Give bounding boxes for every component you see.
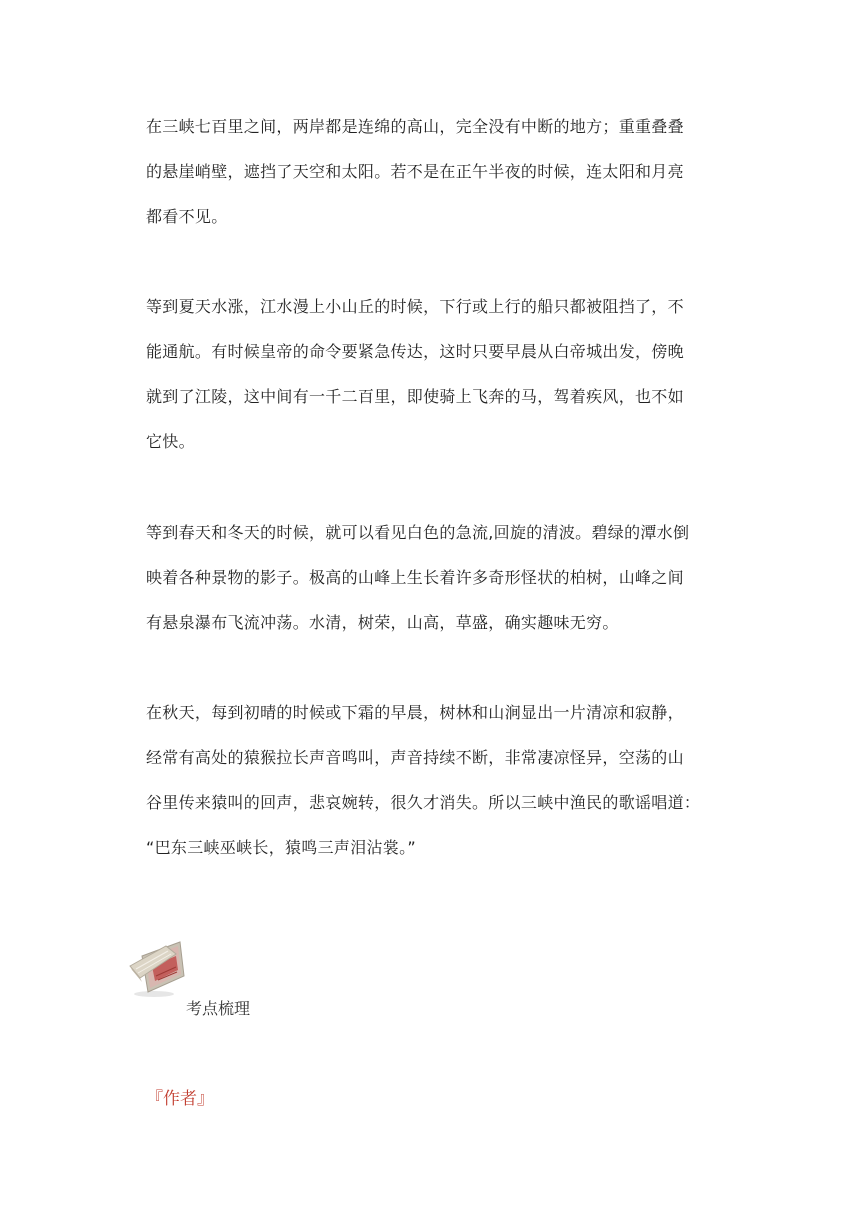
text-line: “巴东三峡巫峡长，猿鸣三声泪沾裳。” (146, 838, 416, 857)
text-line: 映着各种景物的影子。极高的山峰上生长着许多奇形怪状的柏树，山峰之间 (146, 568, 684, 587)
paragraph-4 (146, 702, 718, 882)
text-line: 能通航。有时候皇帝的命令要紧急传达，这时只要早晨从白帝城出发，傍晚 (146, 342, 684, 361)
text-line: 在三峡七百里之间，两岸都是连绵的高山，完全没有中断的地方；重重叠叠 (146, 117, 684, 136)
text-line: 它快。 (146, 432, 195, 451)
text-line: 的悬崖峭壁，遮挡了天空和太阳。若不是在正午半夜的时候，连太阳和月亮 (146, 162, 684, 181)
text-line: 在秋天，每到初晴的时候或下霜的早晨，树林和山涧显出一片清凉和寂静， (146, 703, 684, 722)
paragraph-1 (146, 116, 718, 251)
text-line: 等到夏天水涨，江水漫上小山丘的时候，下行或上行的船只都被阻挡了，不 (146, 297, 684, 316)
text-line: 有悬泉瀑布飞流冲荡。水清，树荣，山高，草盛，确实趣味无穷。 (146, 613, 619, 632)
section-kaodian (128, 936, 328, 1026)
paragraph-3 (146, 522, 718, 657)
text-line: 就到了江陵，这中间有一千二百里，即使骑上飞奔的马，驾着疾风，也不如 (146, 387, 684, 406)
section-label: 考点梳理 (186, 999, 251, 1018)
author-heading: 『作者』 (146, 1089, 214, 1109)
text-line: 都看不见。 (146, 207, 228, 226)
text-line: 经常有高处的猿猴拉长声音鸣叫，声音持续不断，非常凄凉怪异，空荡的山 (146, 748, 684, 767)
text-line: 等到春天和冬天的时候，就可以看见白色的急流,回旋的清波。碧绿的潭水倒 (146, 523, 690, 542)
text-line: 谷里传来猿叫的回声，悲哀婉转，很久才消失。所以三峡中渔民的歌谣唱道： (146, 793, 701, 812)
book-icon (128, 936, 188, 1000)
paragraph-2 (146, 296, 718, 476)
